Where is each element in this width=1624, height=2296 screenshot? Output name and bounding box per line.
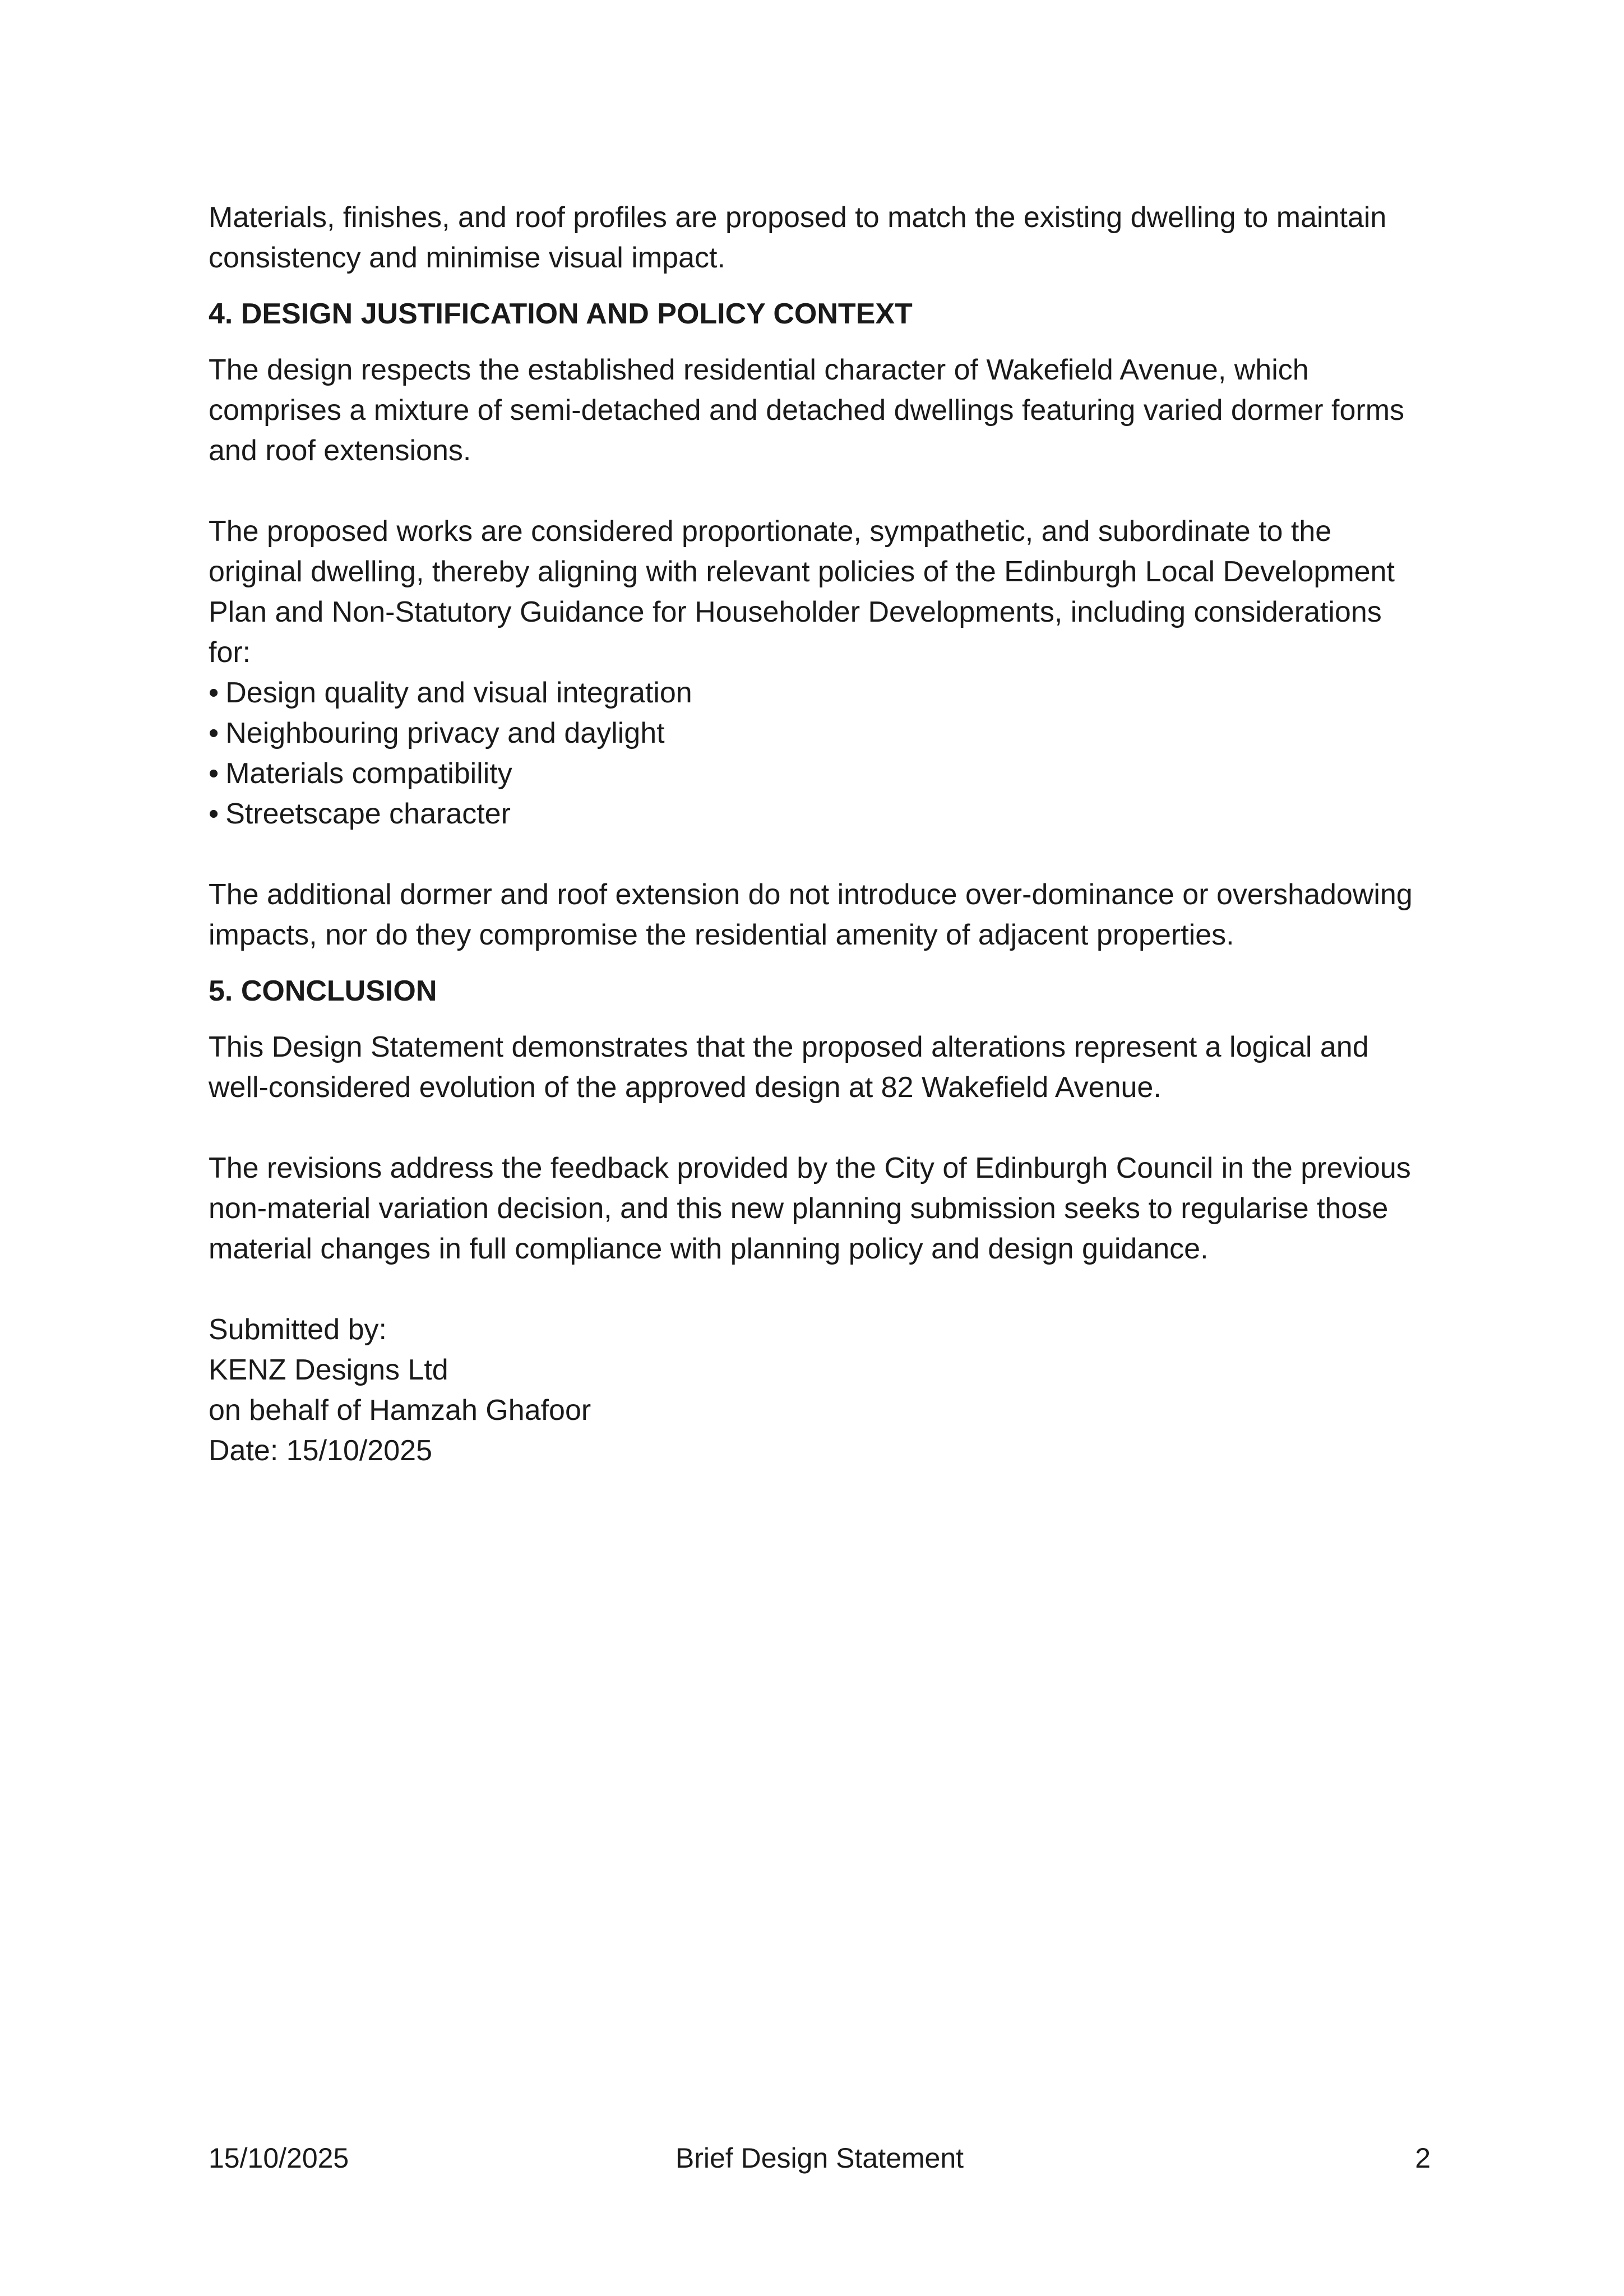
section-4-paragraph-1: The design respects the established residential character of Wakefield Avenue, which comprises a mixture of semi-detached and detached dwellings featuring varied dormer forms and roof extensions. xyxy=(209,354,1405,467)
bullet-mark: • xyxy=(209,798,219,830)
footer-title: Brief Design Statement xyxy=(675,2142,964,2174)
list-item xyxy=(209,713,1431,753)
list-item-text: Streetscape character xyxy=(225,798,511,830)
page-number: 2 xyxy=(1415,2142,1431,2174)
section-5-paragraph-2: The revisions address the feedback provided by the City of Edinburgh Council in the previous non-material variation decision, and this new planning submission seeks to regularise those material changes in full compliance with planning policy and design guidance. xyxy=(209,1152,1411,1265)
section-4-heading: 4. DESIGN JUSTIFICATION AND POLICY CONTEXT xyxy=(209,298,913,330)
list-item xyxy=(209,794,1431,834)
bullet-mark: • xyxy=(209,677,219,709)
on-behalf-of: on behalf of Hamzah Ghafoor xyxy=(209,1394,591,1427)
company-name: KENZ Designs Ltd xyxy=(209,1354,448,1386)
page-content xyxy=(209,197,1431,1471)
submission-block xyxy=(209,1309,1431,1471)
section-4-paragraph-3: The additional dormer and roof extension do not introduce over-dominance or overshadowing impacts, nor do they compromise the residential amenity of adjacent properties. xyxy=(209,878,1413,951)
submitted-by-label: Submitted by: xyxy=(209,1313,387,1346)
considerations-list xyxy=(209,673,1431,834)
list-item xyxy=(209,753,1431,794)
bullet-mark: • xyxy=(209,757,219,790)
section-5-paragraph-1: This Design Statement demonstrates that the proposed alterations represent a logical and well-considered evolution of the approved design at 82 Wakefield Avenue. xyxy=(209,1031,1369,1104)
page-footer xyxy=(209,2141,1431,2175)
list-item-text: Materials compatibility xyxy=(225,757,512,790)
list-item-text: Neighbouring privacy and daylight xyxy=(225,717,665,749)
section-4-paragraph-2: The proposed works are considered proportionate, sympathetic, and subordinate to the original dwelling, thereby aligning with relevant policies of the Edinburgh Local Development Plan and Non-Statutory Guidance for Householder Developments, including considerations for: xyxy=(209,515,1395,669)
bullet-mark: • xyxy=(209,717,219,749)
footer-date: 15/10/2025 xyxy=(209,2142,349,2174)
intro-paragraph: Materials, finishes, and roof profiles are proposed to match the existing dwelling to maintain consistency and minimise visual impact. xyxy=(209,201,1387,274)
list-item xyxy=(209,673,1431,713)
list-item-text: Design quality and visual integration xyxy=(225,677,692,709)
submission-date: Date: 15/10/2025 xyxy=(209,1434,432,1467)
section-5-heading: 5. CONCLUSION xyxy=(209,975,437,1007)
